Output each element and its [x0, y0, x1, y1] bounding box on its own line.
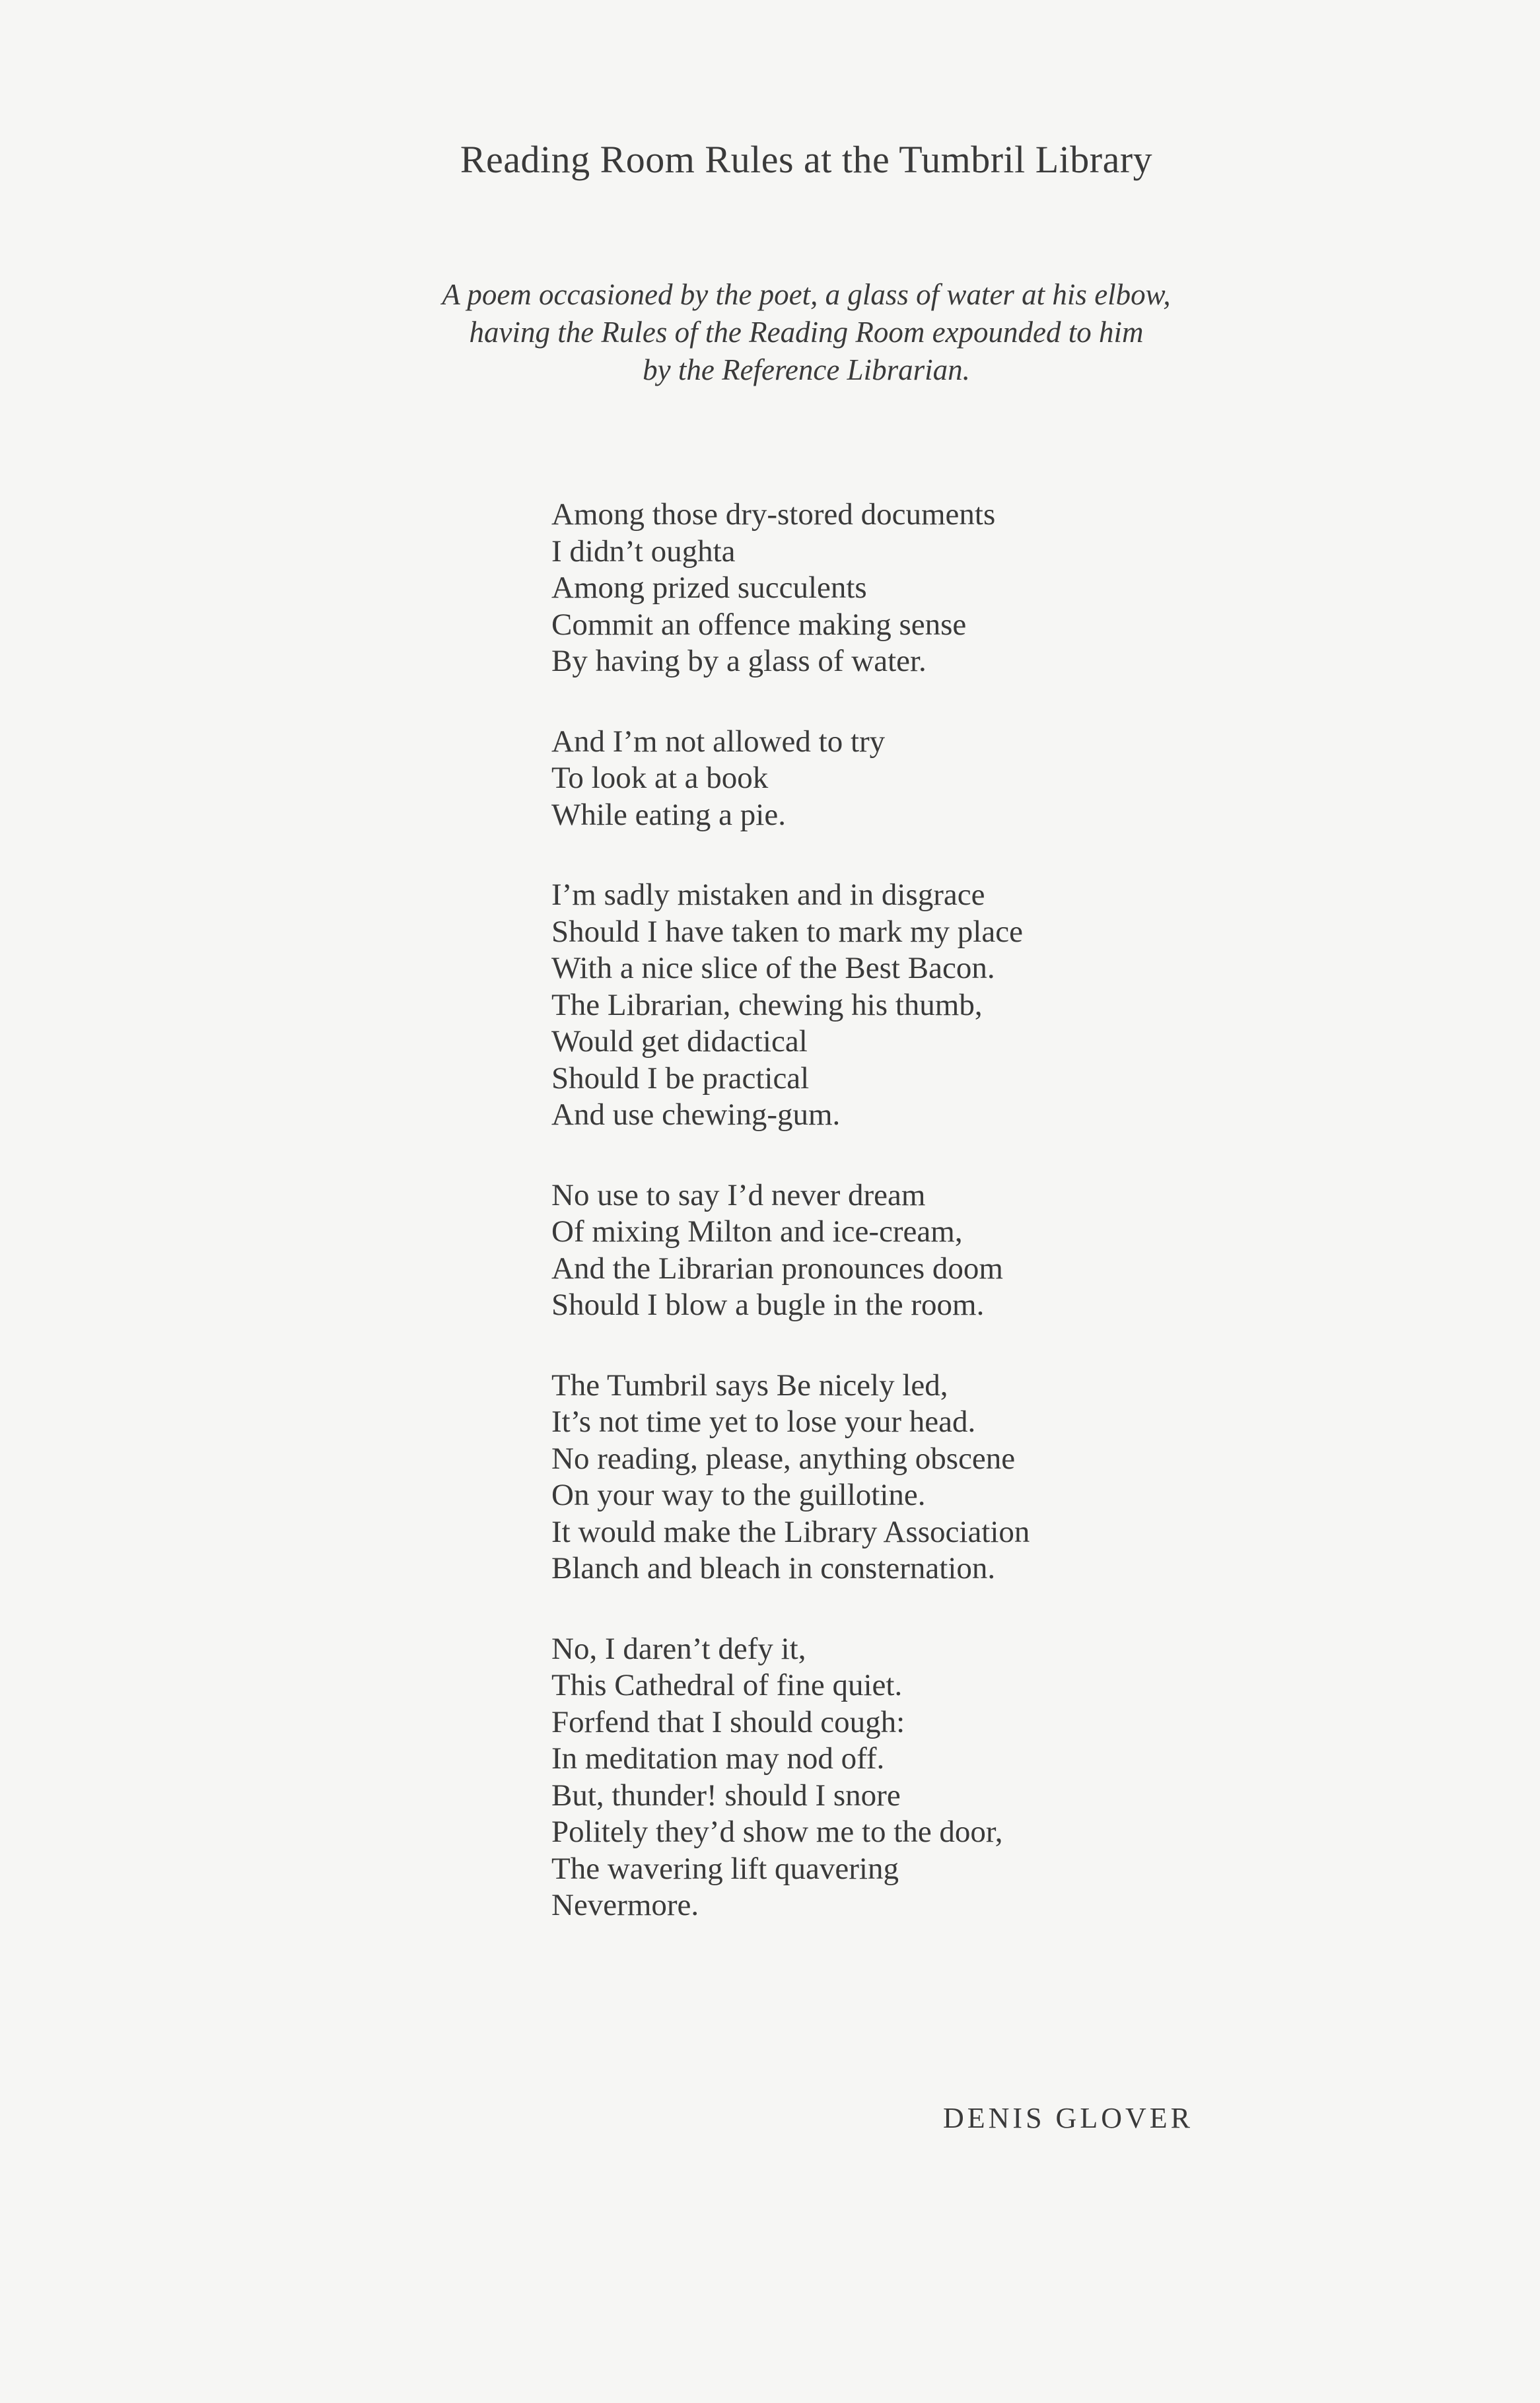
- poem-line: Among prized succulents: [551, 571, 867, 605]
- poem-line: And use chewing-gum.: [551, 1097, 841, 1132]
- poem-line: No, I daren’t defy it,: [551, 1631, 806, 1666]
- poem-line: Would get didactical: [551, 1024, 808, 1059]
- poem-line: I’m sadly mistaken and in disgrace: [551, 878, 985, 912]
- poem-line: It would make the Library Association: [551, 1514, 1030, 1549]
- poem-body: [551, 497, 1212, 1968]
- poem-line: And the Librarian pronounces doom: [551, 1251, 1003, 1286]
- poem-title: Reading Room Rules at the Tumbril Library: [460, 138, 1153, 181]
- poem-line: And I’m not allowed to try: [551, 724, 886, 759]
- poem-line: On your way to the guillotine.: [551, 1478, 926, 1512]
- poem-line: No use to say I’d never dream: [551, 1177, 926, 1212]
- stanza-1: [551, 497, 1212, 680]
- poem-line: Nevermore.: [551, 1888, 699, 1922]
- poem-line: No reading, please, anything obscene: [551, 1441, 1016, 1476]
- poem-line: Commit an offence making sense: [551, 607, 967, 642]
- poem-line: I didn’t oughta: [551, 534, 736, 569]
- poem-line: By having by a glass of water.: [551, 644, 927, 678]
- poem-line: Politely they’d show me to the door,: [551, 1815, 1003, 1849]
- poem-line: While eating a pie.: [551, 797, 786, 832]
- stanza-5: [551, 1368, 1212, 1587]
- poem-line: Should I be practical: [551, 1061, 810, 1096]
- poem-line: The wavering lift quavering: [551, 1851, 899, 1886]
- author-name: DENIS GLOVER: [943, 2102, 1193, 2134]
- poem-line: To look at a book: [551, 761, 769, 795]
- poem-line: Forfend that I should cough:: [551, 1704, 905, 1739]
- stanza-3: [551, 877, 1212, 1134]
- stanza-6: [551, 1631, 1212, 1924]
- poem-line: It’s not time yet to lose your head.: [551, 1405, 976, 1439]
- stanza-2: [551, 724, 1212, 834]
- poem-line: With a nice slice of the Best Bacon.: [551, 951, 995, 985]
- poem-line: Among those dry-stored documents: [551, 497, 996, 532]
- poem-line: This Cathedral of fine quiet.: [551, 1668, 903, 1702]
- poem-line: But, thunder! should I snore: [551, 1778, 901, 1813]
- poem-line: Of mixing Milton and ice-cream,: [551, 1214, 963, 1249]
- epigraph-line: A poem occasioned by the poet, a glass of water at his elbow,: [442, 278, 1171, 311]
- poem-line: Blanch and bleach in consternation.: [551, 1551, 996, 1585]
- epigraph-line: having the Rules of the Reading Room expounded to him: [469, 316, 1144, 349]
- poem-line: In meditation may nod off.: [551, 1741, 885, 1776]
- poem-line: The Tumbril says Be nicely led,: [551, 1368, 948, 1403]
- poem-line: Should I have taken to mark my place: [551, 914, 1023, 949]
- poem-line: Should I blow a bugle in the room.: [551, 1288, 985, 1322]
- poem-line: The Librarian, chewing his thumb,: [551, 987, 983, 1022]
- epigraph-line: by the Reference Librarian.: [643, 353, 970, 386]
- epigraph: [0, 276, 1540, 389]
- stanza-4: [551, 1177, 1212, 1324]
